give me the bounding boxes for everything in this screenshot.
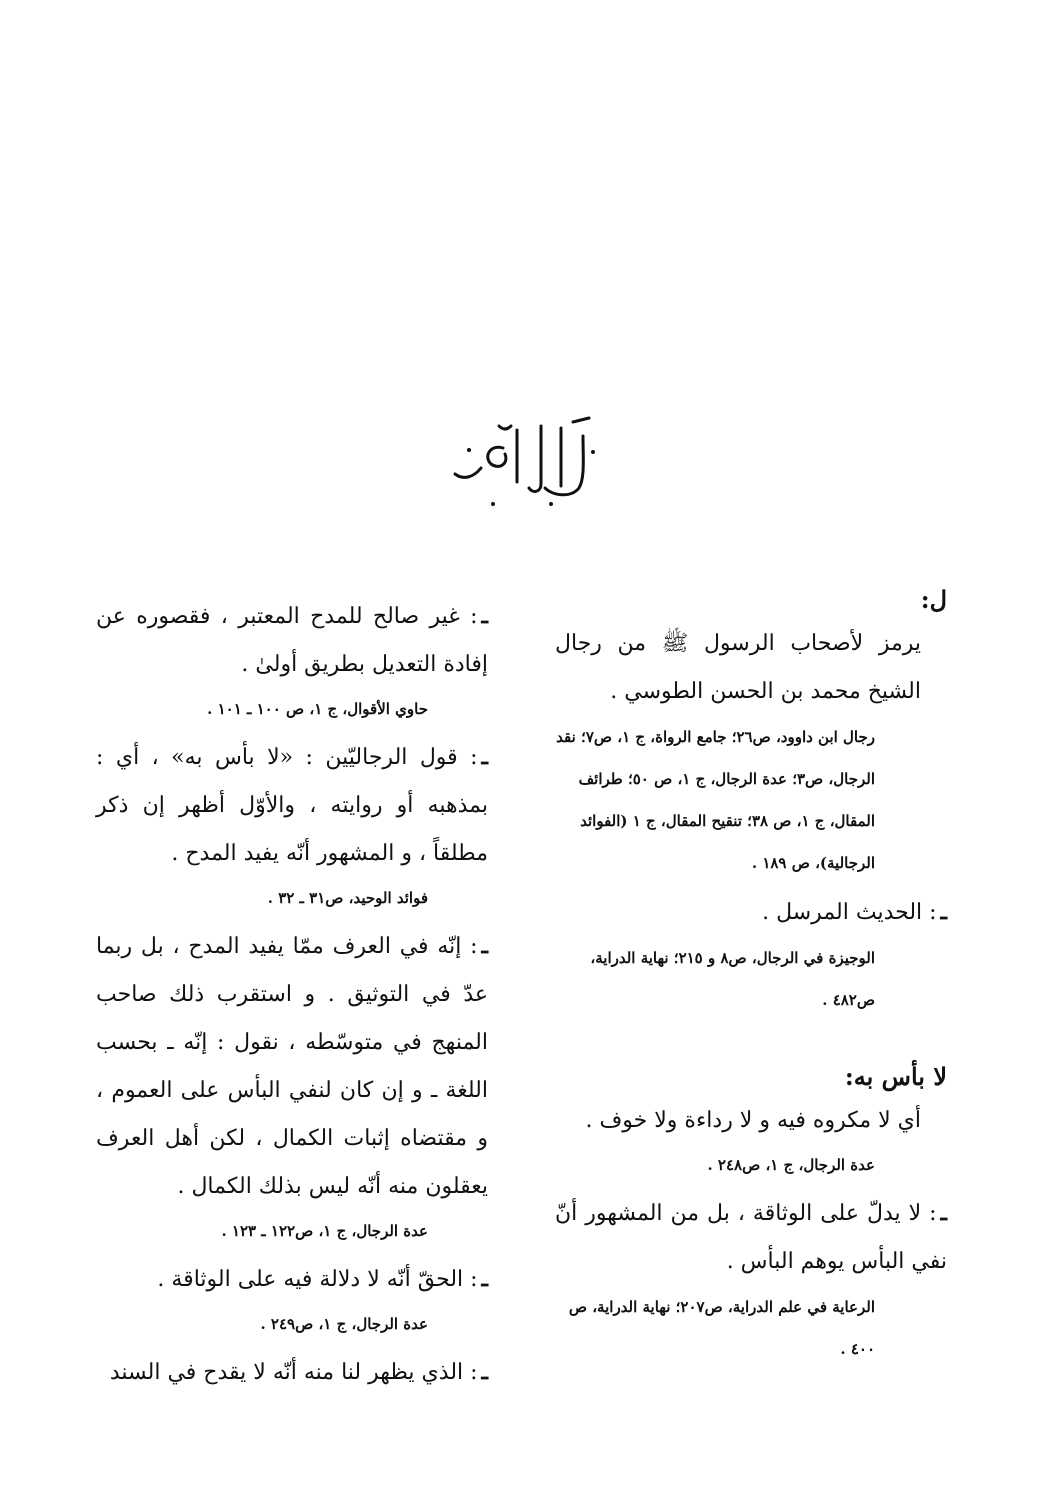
entry-text-lam: يرمز لأصحاب الرسول ﷺ من رجال الشيخ محمد بن الحسن الطوسي . bbox=[555, 631, 921, 704]
dash-mark: ـ bbox=[940, 899, 947, 925]
entry-text-lam-2 bbox=[555, 888, 947, 937]
left-item-4-text bbox=[96, 1255, 488, 1304]
dash-mark: ـ bbox=[481, 744, 488, 770]
left-item-5-text bbox=[96, 1348, 488, 1397]
left-item-2-body: : قول الرجاليّين : «لا بأس به» ، أي : بمذهبه أو روايته ، والأوّل أظهر إن ذكر مطلقاً ، و المشهور أنّه يفيد المدح . bbox=[96, 745, 488, 866]
dash-mark: ـ bbox=[481, 1359, 488, 1385]
spacer bbox=[555, 1025, 947, 1051]
calligraphy-ornament-icon bbox=[433, 408, 613, 520]
left-item-4-body: : الحقّ أنّه لا دلالة فيه على الوثاقة . bbox=[157, 1267, 478, 1292]
left-item-1-body: : غير صالح للمدح المعتبر ، فقصوره عن إفادة التعديل بطريق أولىٰ . bbox=[96, 604, 488, 677]
dash-mark: ـ bbox=[481, 603, 488, 629]
left-item-3-text bbox=[96, 922, 488, 1211]
entry-head-la-bas: لا بأس به: bbox=[844, 1062, 947, 1091]
left-item-3-body: : إنّه في العرف ممّا يفيد المدح ، بل ربما عدّ في التوثيق . و استقرب ذلك صاحب المنهج في متوسّطه ، نقول : إنّه ـ بحسب اللغة ـ و إن كان لنفي البأس على العموم ، و مقتضاه إثبات الكمال ، لكن أهل العرف يعقلون منه أنّه ليس بذلك الكمال . bbox=[96, 934, 488, 1199]
entry-ref-lam-2: الوجيزة في الرجال، ص٨ و ٢١٥؛ نهاية الدراية، ص٤٨٢ . bbox=[590, 949, 875, 1009]
entry-text-la-bas-2-body: : لا يدلّ على الوثاقة ، بل من المشهور أنّ نفي البأس يوهم البأس . bbox=[555, 1201, 947, 1274]
left-item-4-ref: عدة الرجال، ج ١، ص٢٤٩ . bbox=[260, 1315, 428, 1333]
calligraphy-title bbox=[0, 408, 1046, 520]
entry-text-lam-2-body: : الحديث المرسل . bbox=[762, 900, 937, 925]
entry-text-la-bas: أي لا مكروه فيه و لا رداءة ولا خوف . bbox=[585, 1108, 921, 1133]
left-item-1-ref: حاوي الأقوال، ج ١، ص ١٠٠ ـ ١٠١ . bbox=[207, 700, 428, 718]
entry-ref-la-bas-2: الرعاية في علم الدراية، ص٢٠٧؛ نهاية الدراية، ص ٤٠٠ . bbox=[568, 1298, 875, 1358]
entry-ref-la-bas: عدة الرجال، ج ١، ص٢٤٨ . bbox=[707, 1156, 875, 1174]
left-item-3-ref: عدة الرجال، ج ١، ص١٢٢ ـ ١٢٣ . bbox=[221, 1222, 428, 1240]
entry-text-la-bas-2 bbox=[555, 1189, 947, 1286]
left-item-2-ref: فوائد الوحيد، ص٣١ ـ ٣٢ . bbox=[267, 889, 428, 907]
left-item-2-text bbox=[96, 733, 488, 878]
left-item-1-text bbox=[96, 592, 488, 689]
entry-ref-lam: رجال ابن داوود، ص٢٦؛ جامع الرواة، ج ١، ص٧؛ نقد الرجال، ص٣؛ عدة الرجال، ج ١، ص ٥٠؛ طرائف المقال، ج ١، ص ٣٨؛ تنقيح المقال، ج ١ (الفوائد الرجالية)، ص ١٨٩ . bbox=[556, 728, 875, 872]
dash-mark: ـ bbox=[940, 1200, 947, 1226]
right-column bbox=[555, 580, 947, 1374]
left-item-5-body: : الذي يظهر لنا منه أنّه لا يقدح في السند bbox=[109, 1360, 478, 1385]
left-column bbox=[96, 592, 488, 1397]
dash-mark: ـ bbox=[481, 1266, 488, 1292]
entry-head-lam: ل: bbox=[920, 585, 947, 614]
dash-mark: ـ bbox=[481, 933, 488, 959]
